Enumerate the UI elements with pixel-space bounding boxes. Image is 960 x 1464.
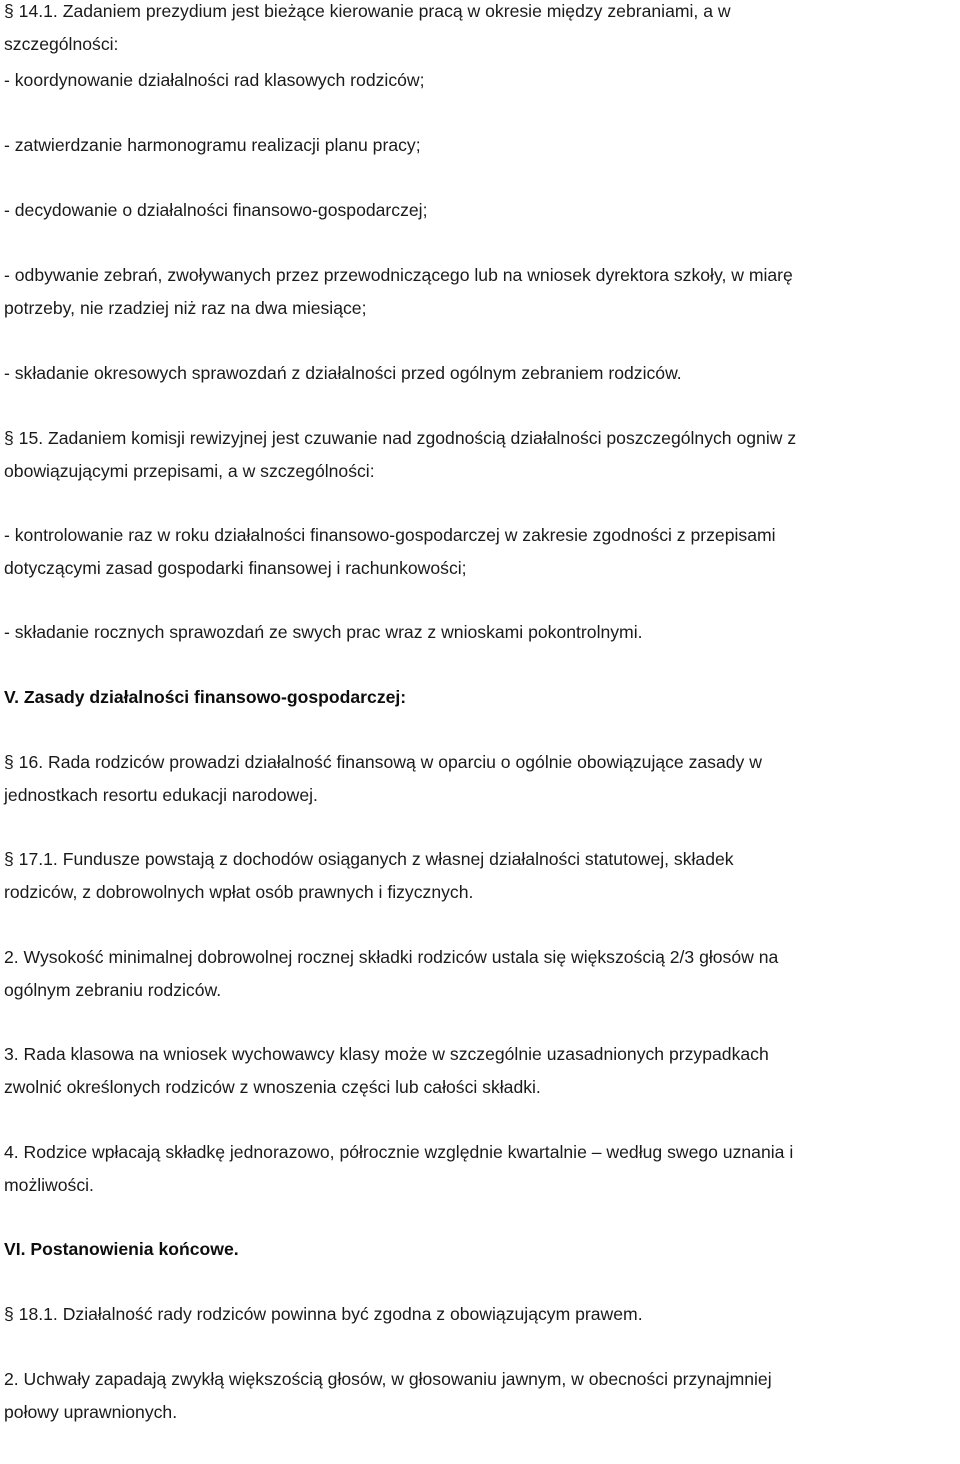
text-line: - składanie rocznych sprawozdań ze swych prac wraz z wnioskami pokontrolnymi.: [4, 622, 643, 642]
paragraph-15: [4, 422, 956, 487]
text-line: obowiązującymi przepisami, a w szczególności:: [4, 460, 375, 481]
text-line: potrzeby, nie rzadziej niż raz na dwa miesiące;: [4, 297, 367, 318]
bullet-item: [4, 259, 956, 324]
text-line: 4. Rodzice wpłacają składkę jednorazowo, półrocznie względnie kwartalnie – według swego uznania i: [4, 1142, 794, 1162]
text-line: - zatwierdzanie harmonogramu realizacji planu pracy;: [4, 135, 421, 155]
text-line: § 15. Zadaniem komisji rewizyjnej jest czuwanie nad zgodnością działalności poszczególnych ogniw z: [4, 428, 797, 448]
text-line: § 16. Rada rodziców prowadzi działalność finansową w oparciu o ogólnie obowiązujące zasady w: [4, 752, 762, 772]
bullet-item: [4, 357, 956, 390]
text-line: § 14.1. Zadaniem prezydium jest bieżące kierowanie pracą w okresie między zebraniami, a w: [4, 1, 731, 21]
paragraph-17-1: [4, 843, 956, 908]
paragraph-17-3: [4, 1038, 956, 1103]
text-line: - kontrolowanie raz w roku działalności finansowo-gospodarczej w zakresie zgodności z przepisami: [4, 525, 776, 545]
text-line: połowy uprawnionych.: [4, 1401, 178, 1422]
bullet-item: [4, 519, 956, 584]
text-line: zwolnić określonych rodziców z wnoszenia części lub całości składki.: [4, 1076, 541, 1097]
text-line: - odbywanie zebrań, zwoływanych przez przewodniczącego lub na wniosek dyrektora szkoły, w miarę: [4, 265, 793, 285]
paragraph-18-2: [4, 1363, 956, 1428]
text-line: - decydowanie o działalności finansowo-gospodarczej;: [4, 200, 428, 220]
section-heading-vi: [4, 1233, 956, 1266]
paragraph-14-1: [4, 0, 956, 60]
text-line: szczególności:: [4, 33, 119, 54]
paragraph-17-2: [4, 941, 956, 1006]
text-line: możliwości.: [4, 1174, 94, 1195]
text-line: rodziców, z dobrowolnych wpłat osób prawnych i fizycznych.: [4, 881, 474, 902]
text-line: ogólnym zebraniu rodziców.: [4, 979, 222, 1000]
bullet-item: [4, 64, 956, 97]
text-line: dotyczącymi zasad gospodarki finansowej i rachunkowości;: [4, 557, 467, 578]
text-line: 2. Uchwały zapadają zwykłą większością głosów, w głosowaniu jawnym, w obecności przynajmniej: [4, 1369, 772, 1389]
text-line: - koordynowanie działalności rad klasowych rodziców;: [4, 70, 425, 90]
text-line: 3. Rada klasowa na wniosek wychowawcy klasy może w szczególnie uzasadnionych przypadkach: [4, 1044, 769, 1064]
bullet-item: [4, 129, 956, 162]
paragraph-18-1: [4, 1298, 956, 1331]
heading-text: VI. Postanowienia końcowe.: [4, 1239, 239, 1259]
bullet-item: [4, 616, 956, 649]
section-heading-v: [4, 681, 956, 714]
text-line: 2. Wysokość minimalnej dobrowolnej rocznej składki rodziców ustala się większością 2/3 głosów na: [4, 947, 779, 967]
paragraph-17-4: [4, 1136, 956, 1201]
bullet-item: [4, 194, 956, 227]
paragraph-16: [4, 746, 956, 811]
text-line: § 17.1. Fundusze powstają z dochodów osiąganych z własnej działalności statutowej, składek: [4, 849, 734, 869]
text-line: - składanie okresowych sprawozdań z działalności przed ogólnym zebraniem rodziców.: [4, 363, 682, 383]
text-line: § 18.1. Działalność rady rodziców powinna być zgodna z obowiązującym prawem.: [4, 1304, 643, 1324]
text-line: jednostkach resortu edukacji narodowej.: [4, 784, 318, 805]
heading-text: V. Zasady działalności finansowo-gospodarczej:: [4, 687, 407, 707]
